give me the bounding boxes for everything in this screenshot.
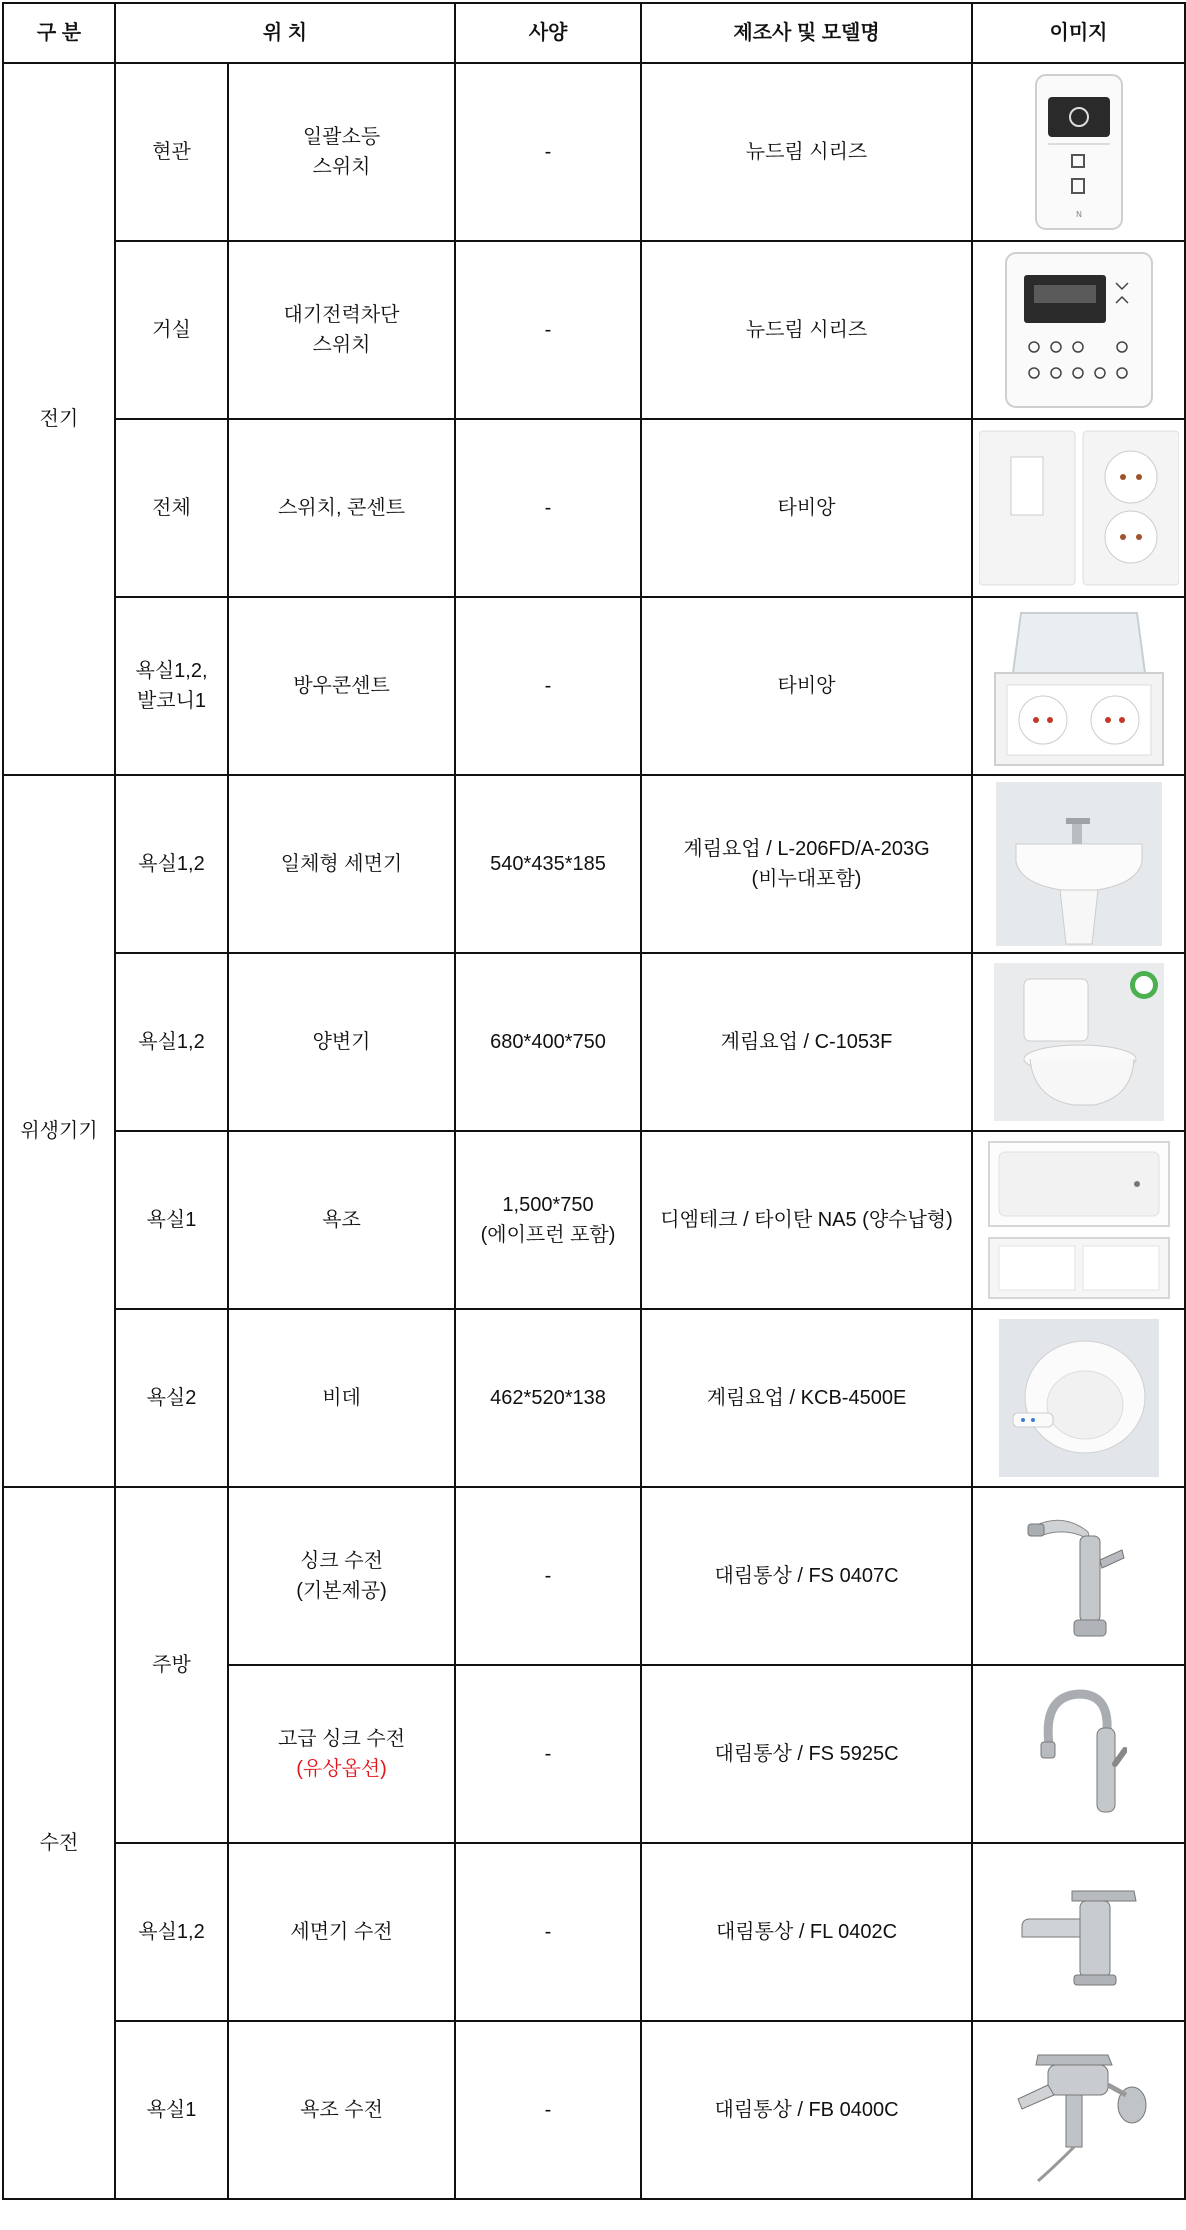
basin-faucet-icon: [1016, 1877, 1142, 1987]
maker-cell: 계림요업 / L-206FD/A-203G (비누대포함): [641, 775, 972, 953]
place-cell: 주방: [115, 1487, 228, 1843]
table-row: [3, 597, 1185, 775]
header-spec: 사양: [455, 3, 641, 63]
image-cell: [972, 1665, 1185, 1843]
table-row: [3, 2021, 1185, 2199]
bidet-icon: [999, 1319, 1159, 1477]
item-cell: 비데: [228, 1309, 455, 1487]
image-cell: [972, 1843, 1185, 2021]
place-cell: 욕실1: [115, 1131, 228, 1309]
spec-cell: 1,500*750 (에이프런 포함): [455, 1131, 641, 1309]
maker-cell: 대림통상 / FL 0402C: [641, 1843, 972, 2021]
group-sanitary: 위생기기: [3, 775, 115, 1487]
place-cell: 욕실1,2: [115, 775, 228, 953]
place-cell: 거실: [115, 241, 228, 419]
spec-cell: -: [455, 1665, 641, 1843]
spec-cell: 462*520*138: [455, 1309, 641, 1487]
header-row: [3, 3, 1185, 63]
image-cell: [972, 2021, 1185, 2199]
premium-sink-faucet-icon: [1031, 1684, 1127, 1824]
image-cell: [972, 953, 1185, 1131]
maker-cell: 뉴드림 시리즈: [641, 241, 972, 419]
header-category: 구 분: [3, 3, 115, 63]
light-switch-panel-icon: [1034, 73, 1124, 231]
item-cell: 일체형 세면기: [228, 775, 455, 953]
waterproof-outlet-icon: [991, 603, 1167, 769]
maker-cell: 계림요업 / KCB-4500E: [641, 1309, 972, 1487]
spec-cell: -: [455, 597, 641, 775]
maker-cell: 대림통상 / FB 0400C: [641, 2021, 972, 2199]
maker-cell: 디엠테크 / 타이탄 NA5 (양수납형): [641, 1131, 972, 1309]
item-cell: 욕조 수전: [228, 2021, 455, 2199]
image-cell: [972, 1131, 1185, 1309]
image-cell: [972, 419, 1185, 597]
sink-faucet-icon: [1024, 1506, 1134, 1646]
spec-cell: -: [455, 419, 641, 597]
header-location: 위 치: [115, 3, 455, 63]
header-maker: 제조사 및 모델명: [641, 3, 972, 63]
item-cell: 일괄소등 스위치: [228, 63, 455, 241]
image-cell: [972, 775, 1185, 953]
item-cell: 양변기: [228, 953, 455, 1131]
standby-power-switch-icon: [1004, 251, 1154, 409]
switch-outlet-icon: [979, 429, 1179, 587]
washbasin-icon: [996, 782, 1162, 946]
place-cell: 전체: [115, 419, 228, 597]
spec-cell: 680*400*750: [455, 953, 641, 1131]
maker-cell: 뉴드림 시리즈: [641, 63, 972, 241]
header-image: 이미지: [972, 3, 1185, 63]
image-cell: [972, 1487, 1185, 1665]
table-row: [3, 775, 1185, 953]
place-cell: 욕실1,2, 발코니1: [115, 597, 228, 775]
maker-cell: 타비앙: [641, 419, 972, 597]
place-cell: 욕실1,2: [115, 953, 228, 1131]
item-cell: 싱크 수전 (기본제공): [228, 1487, 455, 1665]
spec-cell: -: [455, 241, 641, 419]
item-cell: 대기전력차단 스위치: [228, 241, 455, 419]
svg-text:N: N: [1075, 210, 1082, 219]
image-cell: [972, 1309, 1185, 1487]
table-row: [3, 419, 1185, 597]
table-row: [3, 1487, 1185, 1665]
paid-option-label: (유상옵션): [296, 1758, 387, 1780]
bath-faucet-icon: [1004, 2035, 1154, 2185]
product-spec-table: [2, 2, 1186, 2200]
group-electric: 전기: [3, 63, 115, 775]
place-cell: 현관: [115, 63, 228, 241]
place-cell: 욕실2: [115, 1309, 228, 1487]
image-cell: [972, 63, 1185, 241]
spec-cell: -: [455, 1487, 641, 1665]
spec-cell: -: [455, 63, 641, 241]
image-cell: [972, 597, 1185, 775]
item-cell: 스위치, 콘센트: [228, 419, 455, 597]
maker-cell: 대림통상 / FS 5925C: [641, 1665, 972, 1843]
table-row: [3, 1309, 1185, 1487]
maker-cell: 타비앙: [641, 597, 972, 775]
spec-cell: 540*435*185: [455, 775, 641, 953]
place-cell: 욕실1,2: [115, 1843, 228, 2021]
place-cell: 욕실1: [115, 2021, 228, 2199]
spec-cell: -: [455, 2021, 641, 2199]
bathtub-icon: [987, 1138, 1171, 1302]
toilet-icon: [994, 963, 1164, 1121]
spec-cell: -: [455, 1843, 641, 2021]
item-cell: 고급 싱크 수전 (유상옵션): [228, 1665, 455, 1843]
item-cell: 세면기 수전: [228, 1843, 455, 2021]
table-row: [3, 63, 1185, 241]
item-cell: 방우콘센트: [228, 597, 455, 775]
image-cell: [972, 241, 1185, 419]
item-cell: 욕조: [228, 1131, 455, 1309]
group-faucet: 수전: [3, 1487, 115, 2199]
table-row: [3, 1131, 1185, 1309]
maker-cell: 대림통상 / FS 0407C: [641, 1487, 972, 1665]
table-row: [3, 1843, 1185, 2021]
table-row: [3, 953, 1185, 1131]
table-row: [3, 241, 1185, 419]
maker-cell: 계림요업 / C-1053F: [641, 953, 972, 1131]
